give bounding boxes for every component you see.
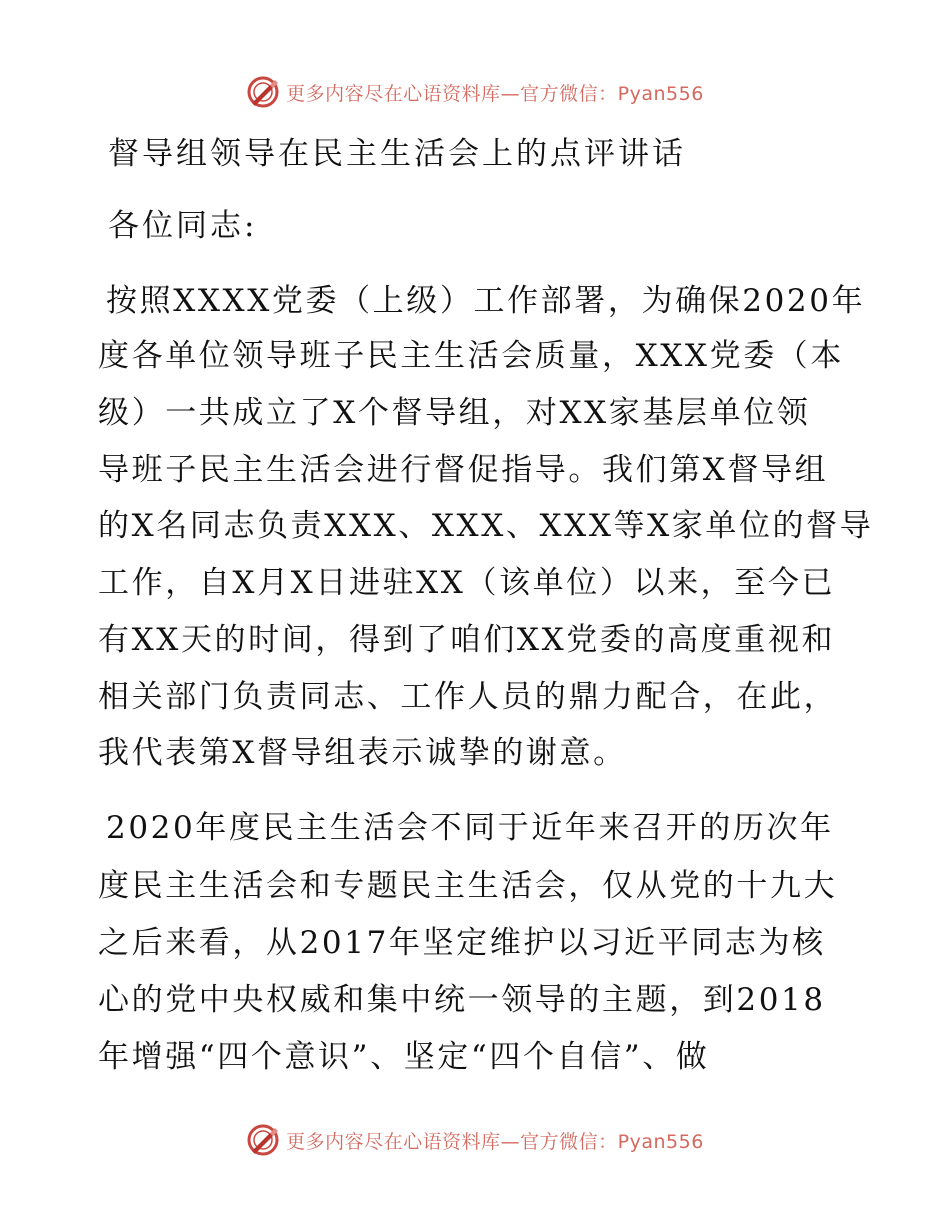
text-line: 之后来看，从2017年坚定维护以习近平同志为核 [98,925,826,961]
salutation: 各位同志: [108,208,258,244]
page-title: 督导组领导在民主生活会上的点评讲话 [108,136,686,172]
text-line: 相关部门负责同志、工作人员的鼎力配合，在此， [98,679,838,715]
text-line: 度各单位领导班子民主生活会质量，XXX党委（本 [98,338,845,374]
pen-logo-icon [246,75,280,109]
text-line: 心的党中央权威和集中统一领导的主题，到2018 [98,982,826,1018]
text-line: 年增强“四个意识”、坚定“四个自信”、做 [98,1039,710,1075]
watermark-text: 更多内容尽在心语资料库—官方微信：Pyan556 [286,82,704,105]
text-line: 的X名同志负责XXX、XXX、XXX等X家单位的督导 [98,508,874,544]
text-line: 导班子民主生活会进行督促指导。我们第X督导组 [98,452,829,488]
watermark-text: 更多内容尽在心语资料库—官方微信：Pyan556 [286,1130,704,1153]
pen-logo-icon [246,1123,280,1157]
watermark-footer [0,1120,950,1160]
watermark-header [0,72,950,112]
text-line: 工作，自X月X日进驻XX（该单位）以来，至今已 [98,565,836,601]
text-line: 有XX天的时间，得到了咱们XX党委的高度重视和 [98,622,836,658]
text-line: 2020年度民主生活会不同于近年来召开的历次年 [106,810,834,846]
text-line: 级）一共成立了X个督导组，对XX家基层单位领 [98,395,811,431]
text-line: 度民主生活会和专题民主生活会，仅从党的十九大 [98,868,838,904]
text-line: 我代表第X督导组表示诚挚的谢意。 [98,735,627,771]
text-line: 按照XXXX党委（上级）工作部署，为确保2020年 [106,283,866,319]
